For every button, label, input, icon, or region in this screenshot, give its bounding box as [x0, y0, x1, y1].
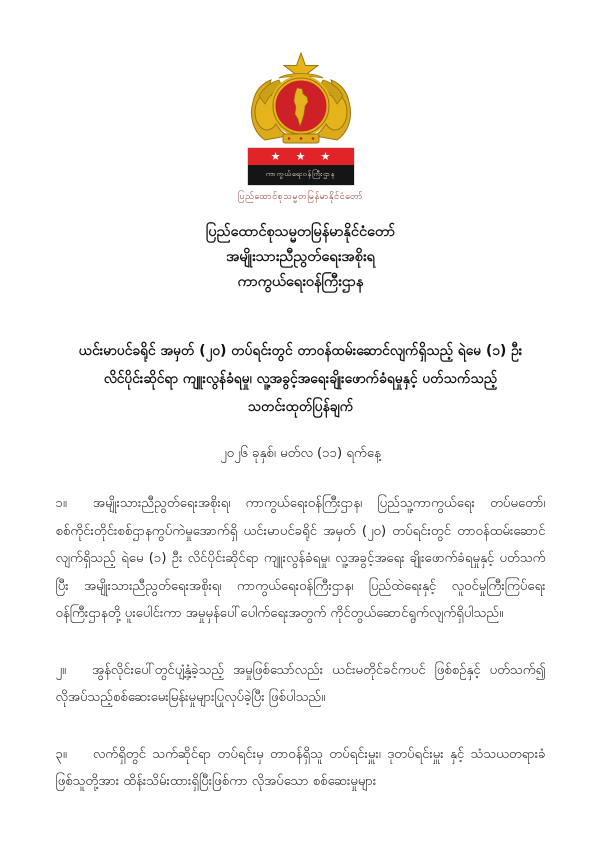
ministry-flag [248, 148, 354, 185]
emblem-block [0, 52, 601, 204]
paragraph-1 [56, 490, 546, 628]
flag-ministry-label: ကာကွယ်ရေးဝန်ကြီးဌာန [265, 170, 336, 178]
body-text [56, 490, 546, 796]
flag-star-icon: ★ [295, 150, 306, 163]
state-seal-icon [245, 52, 357, 146]
date-line: ၂၀၂၆ ခုနှစ်၊ မတ်လ (၁၁) ရက်နေ့ [220, 446, 381, 461]
paragraph-2-number: ၂။ [55, 662, 66, 678]
paragraph-2 [56, 657, 546, 712]
document-title [51, 337, 551, 421]
flag-black-band [248, 165, 354, 185]
paragraph-3 [56, 741, 546, 796]
flag-star-icon: ★ [270, 150, 281, 163]
paragraph-3-text: လက်ရှိတွင် သက်ဆိုင်ရာ တပ်ရင်းမှ တာဝန်ရှိသူ တပ်ရင်းမှူး၊ ဒုတပ်ရင်းမှူး နှင့် သံသယတရားခံ ဖြစ်သူတို့အား ထိန်းသိမ်းထားရှိပြီးဖြစ်ကာ လိုအပ်သော စစ်ဆေးမှုများ [55, 746, 546, 789]
government-header [0, 220, 601, 295]
paragraph-1-text: အမျိုးသားညီညွတ်ရေးအစိုးရ၊ ကာကွယ်ရေးဝန်ကြီးဌာန၊ ပြည်သူ့ကာကွယ်ရေး တပ်မတော်၊ စစ်ကိုင်းတိုင်းစစ်ဌာနကွပ်ကဲမှုအောက်ရှိ ယင်းမာပင်ခရိုင် အမှတ် (၂၀) တပ်ရင်းတွင် တာဝန်ထမ်းဆောင်လျက်ရှိသည့် ရဲမေ (၁) ဦး လိင်ပိုင်းဆိုင်ရာ ကျူးလွန်ခံရမှု၊ လူ့အခွင့်အရေး ချိုးဖောက်ခံရမှုနှင့် ပတ်သက်ပြီး အမျိုးသားညီညွတ်ရေးအစိုးရ၊ ကာကွယ်ရေးဝန်ကြီးဌာန၊ ပြည်ထဲရေးနှင့် လူဝင်မှုကြီးကြပ်ရေးဝန်ကြီးဌာနတို့ ပူးပေါင်းကာ အမှုမှန်ပေါ်ပေါက်ရေးအတွက် ကိုင်တွယ်ဆောင်ရွက်လျက်ရှိပါသည်။ [55, 496, 546, 621]
title-line-2: လိင်ပိုင်းဆိုင်ရာ ကျူးလွန်ခံရမှု၊ လူ့အခွင့်အရေးချိုးဖောက်ခံရမှုနှင့် ပတ်သက်သည့် [103, 371, 498, 387]
paragraph-1-number: ၁။ [55, 496, 67, 511]
paragraph-2-text: အွန်လိုင်းပေါ်တွင်ပျံ့နှံ့ခဲ့သည့် အမှုဖြစ်သော်လည်း ယင်းမတိုင်ခင်ကပင် ဖြစ်စဉ်နှင့် ပတ်သက်၍ လိုအပ်သည့်စစ်ဆေးမေးမြန်းမှုများပြုလုပ်ခဲ့ပြီး ဖြစ်ပါသည်။ [55, 662, 546, 705]
flag-star-icon: ★ [320, 150, 331, 163]
header-government: အမျိုးသားညီညွတ်ရေးအစိုးရ [226, 249, 375, 265]
title-line-3: သတင်းထုတ်ပြန်ချက် [247, 399, 354, 415]
title-line-1: ယင်းမာပင်ခရိုင် အမှတ် (၂၀) တပ်ရင်းတွင် တာဝန်ထမ်းဆောင်လျက်ရှိသည့် ရဲမေ (၁) ဦး [78, 343, 523, 359]
header-country: ပြည်ထောင်စုသမ္မတမြန်မာနိုင်ငံတော် [205, 224, 396, 240]
paragraph-3-number: ၃။ [55, 746, 67, 762]
header-ministry: ကာကွယ်ရေးဝန်ကြီးဌာန [237, 274, 364, 290]
flag-red-band [248, 148, 354, 165]
emblem-caption: ပြည်ထောင်စုသမ္မတမြန်မာနိုင်ငံတော် [238, 192, 363, 202]
